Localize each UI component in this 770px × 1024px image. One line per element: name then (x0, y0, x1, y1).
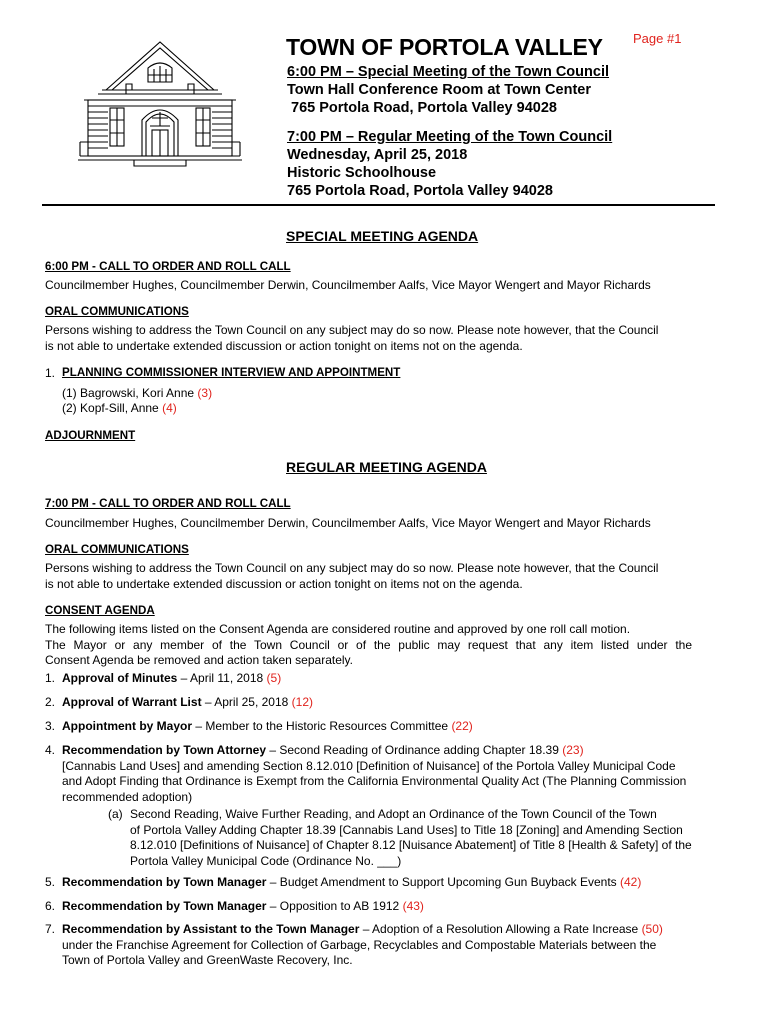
consent-heading: CONSENT AGENDA (45, 604, 155, 617)
regular-roll-call: Councilmember Hughes, Councilmember Derwin, Councilmember Aalfs, Vice Mayor Wengert and Mayor Richards (45, 516, 651, 530)
page-number: Page #1 (633, 31, 682, 46)
special-item1-number: 1. (45, 366, 56, 380)
page-reference: (23) (562, 743, 584, 757)
consent-item-6: 6. Recommendation by Town Manager – Opposition to AB 1912 (43) (45, 899, 424, 913)
special-call-to-order: 6:00 PM - CALL TO ORDER AND ROLL CALL (45, 260, 291, 273)
schoolhouse-logo (74, 38, 254, 170)
consent-line3: Consent Agenda be removed and action taken separately. (45, 653, 353, 667)
candidate-item: (2) Kopf-Sill, Anne (4) (62, 401, 177, 415)
special-meeting-time: 6:00 PM – Special Meeting of the Town Council (287, 64, 609, 80)
town-title: TOWN OF PORTOLA VALLEY (286, 34, 603, 60)
page-reference: (12) (291, 695, 313, 709)
regular-oral-line2: is not able to undertake extended discussion or action tonight on items not on the agenda. (45, 577, 523, 591)
regular-meeting-date: Wednesday, April 25, 2018 (287, 147, 468, 163)
candidate-item: (1) Bagrowski, Kori Anne (3) (62, 386, 213, 400)
special-oral-line1: Persons wishing to address the Town Council on any subject may do so now. Please note however, that the Council (45, 323, 659, 337)
consent-item-4: 4. Recommendation by Town Attorney – Second Reading of Ordinance adding Chapter 18.39 (23) [Cannabis Land Uses] and amending Section 8.12.010 [Definition of Nuisance] of the Portola Valley Municipal Code and Adopt Finding that Ordinance is Exempt from the California Environmental Quality Act (The Planning Commission recommended adoption) (45, 743, 687, 804)
consent-line1: The following items listed on the Consent Agenda are considered routine and approved by one roll call motion. (45, 622, 631, 636)
consent-item-7: 7. Recommendation by Assistant to the Town Manager – Adoption of a Resolution Allowing a Rate Increase (50) under the Franchise Agreement for Collection of Garbage, Recyclables and Compostable Materials between the Town of Portola Valley and GreenWaste Recovery, Inc. (45, 922, 663, 967)
page-reference: (43) (402, 899, 424, 913)
consent-line2: The Mayor or any member of the Town Council or of the public may request that any item listed under the (45, 638, 692, 652)
page-reference: (3) (197, 386, 213, 400)
page-reference: (22) (451, 719, 473, 733)
special-meeting-address: 765 Portola Road, Portola Valley 94028 (291, 100, 557, 116)
regular-meeting-location: Historic Schoolhouse (287, 165, 437, 181)
page-reference: (5) (266, 671, 282, 685)
regular-meeting-time: 7:00 PM – Regular Meeting of the Town Council (287, 129, 613, 145)
consent-item-2: 2. Approval of Warrant List – April 25, 2018 (12) (45, 695, 313, 709)
regular-call-to-order: 7:00 PM - CALL TO ORDER AND ROLL CALL (45, 497, 291, 510)
special-oral-heading: ORAL COMMUNICATIONS (45, 305, 189, 318)
page-reference: (4) (162, 401, 177, 415)
page-reference: (50) (641, 922, 663, 936)
special-agenda-heading: SPECIAL MEETING AGENDA (286, 228, 479, 244)
consent-item-4a: (a) Second Reading, Waive Further Reading, and Adopt an Ordinance of the Town Council of the Town of Portola Valley Adding Chapter 18.39 [Cannabis Land Uses] to Title 18 [Zoning] and Amending Section 8.12.010 [Definitions of Nuisance] of Chapter 8.12 [Nuisance Abatement] of Title 8 [Health & Safety] of the Portola Valley Municipal Code (Ordinance No. ___) (108, 807, 692, 868)
header-divider (42, 204, 715, 206)
special-item1-title: PLANNING COMMISSIONER INTERVIEW AND APPOINTMENT (62, 366, 401, 379)
regular-oral-heading: ORAL COMMUNICATIONS (45, 543, 189, 556)
consent-item-1: 1. Approval of Minutes – April 11, 2018 (5) (45, 671, 282, 685)
consent-item-5: 5. Recommendation by Town Manager – Budget Amendment to Support Upcoming Gun Buyback Events (42) (45, 875, 642, 889)
regular-agenda-heading: REGULAR MEETING AGENDA (286, 459, 487, 475)
special-roll-call: Councilmember Hughes, Councilmember Derwin, Councilmember Aalfs, Vice Mayor Wengert and Mayor Richards (45, 278, 651, 292)
special-meeting-location: Town Hall Conference Room at Town Center (287, 82, 591, 98)
page-reference: (42) (620, 875, 642, 889)
consent-item-3: 3. Appointment by Mayor – Member to the Historic Resources Committee (22) (45, 719, 473, 733)
special-adjournment: ADJOURNMENT (45, 429, 136, 442)
regular-oral-line1: Persons wishing to address the Town Council on any subject may do so now. Please note however, that the Council (45, 561, 659, 575)
special-oral-line2: is not able to undertake extended discussion or action tonight on items not on the agenda. (45, 339, 523, 353)
regular-meeting-address: 765 Portola Road, Portola Valley 94028 (287, 183, 553, 199)
